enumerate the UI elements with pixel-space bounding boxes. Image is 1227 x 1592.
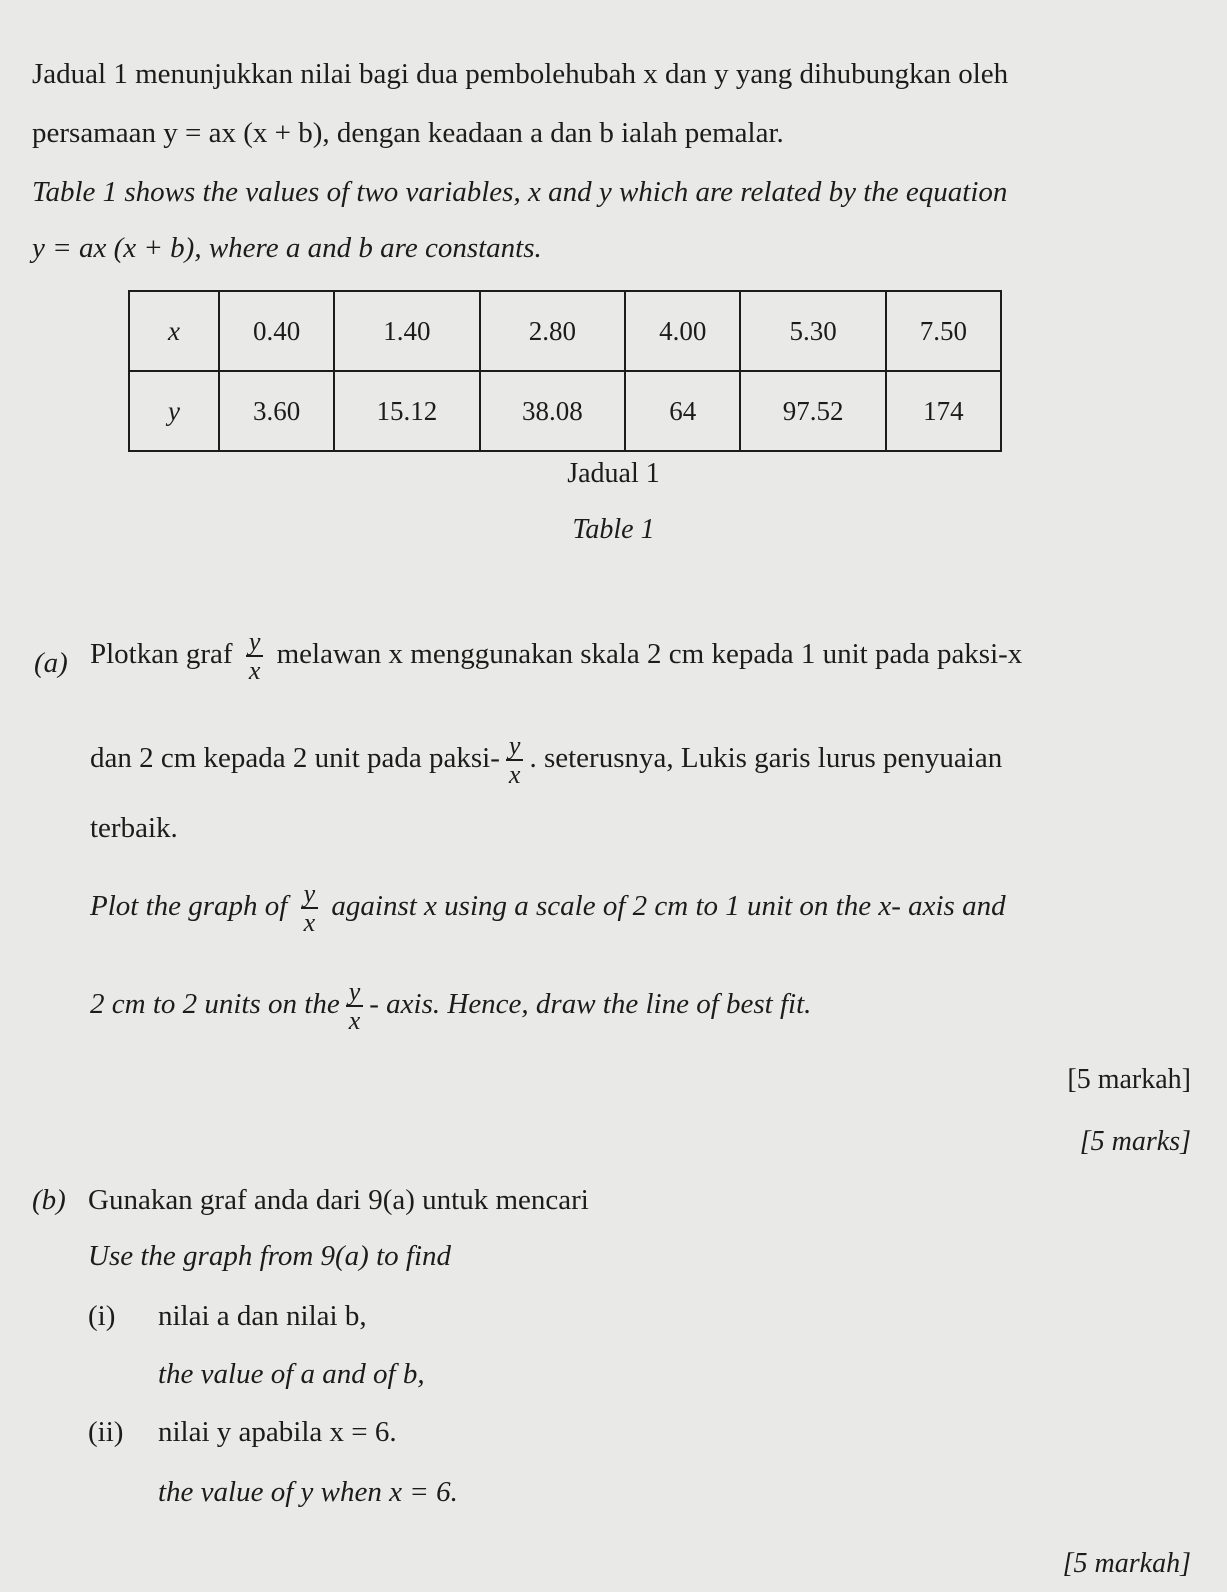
x-cell: 1.40: [334, 291, 480, 371]
part-a-ms-line1: Plotkan graf $\frac{y}{x}$ melawan x menggunakan skala 2 cm kepada 1 unit pada paksi-x: [90, 627, 1023, 686]
part-a-marks-en: [5 marks]: [1079, 1126, 1191, 1157]
fraction-y-over-x: $\frac{y}{x}$: [346, 978, 364, 1035]
part-b-ii-ms: nilai y apabila x = 6.: [158, 1416, 397, 1448]
part-b-ms: Gunakan graf anda dari 9(a) untuk mencari: [88, 1184, 589, 1216]
intro-ms-line2: persamaan y = ax (x + b), dengan keadaan a dan b ialah pemalar.: [32, 117, 784, 149]
part-a-marks-ms: [5 markah]: [1067, 1064, 1191, 1095]
part-a-ms-line3: terbaik.: [90, 812, 178, 844]
y-cell: 64: [625, 371, 740, 451]
x-cell: 5.30: [740, 291, 886, 371]
y-header: y: [129, 371, 219, 451]
intro-en-line1: Table 1 shows the values of two variables, x and y which are related by the equation: [32, 176, 1008, 208]
part-a-en-line2: 2 cm to 2 units on the $\frac{y}{x}$ - axis. Hence, draw the line of best fit.: [90, 977, 812, 1036]
data-table: [128, 290, 1002, 452]
table-row-y: [129, 371, 1001, 451]
y-cell: 38.08: [480, 371, 626, 451]
table-caption-en: Table 1: [572, 514, 655, 545]
intro-ms-line1: Jadual 1 menunjukkan nilai bagi dua pembolehubah x dan y yang dihubungkan oleh: [32, 58, 1009, 90]
x-cell: 4.00: [625, 291, 740, 371]
part-a-label: (a): [34, 647, 68, 679]
part-a-ms-line2: dan 2 cm kepada 2 unit pada paksi- $\frac{y}{x}$ . seterusnya, Lukis garis lurus penyuaian: [90, 731, 1003, 790]
part-b-ii-en: the value of y when x = 6.: [158, 1476, 458, 1508]
x-cell: 7.50: [886, 291, 1001, 371]
part-b-marks-ms: [5 markah]: [1062, 1548, 1191, 1579]
intro-en-line2: y = ax (x + b), where a and b are constants.: [32, 232, 542, 264]
x-header: x: [129, 291, 219, 371]
part-b-i-ms: nilai a dan nilai b,: [158, 1300, 367, 1332]
y-cell: 15.12: [334, 371, 480, 451]
table-caption-ms: Jadual 1: [567, 458, 660, 489]
x-cell: 0.40: [219, 291, 334, 371]
part-b-en: Use the graph from 9(a) to find: [88, 1240, 452, 1272]
part-b-i-label: (i): [88, 1300, 116, 1332]
y-cell: 3.60: [219, 371, 334, 451]
x-cell: 2.80: [480, 291, 626, 371]
y-cell: 97.52: [740, 371, 886, 451]
fraction-y-over-x: $\frac{y}{x}$: [246, 628, 264, 685]
fraction-y-over-x: $\frac{y}{x}$: [301, 880, 319, 937]
table-row-x: [129, 291, 1001, 371]
part-b-ii-label: (ii): [88, 1416, 124, 1448]
part-a-en-line1: Plot the graph of $\frac{y}{x}$ against x using a scale of 2 cm to 1 unit on the x- axis and: [90, 879, 1006, 938]
part-b-label: (b): [32, 1184, 66, 1216]
part-b-i-en: the value of a and of b,: [158, 1358, 425, 1390]
y-cell: 174: [886, 371, 1001, 451]
fraction-y-over-x: $\frac{y}{x}$: [506, 732, 524, 789]
